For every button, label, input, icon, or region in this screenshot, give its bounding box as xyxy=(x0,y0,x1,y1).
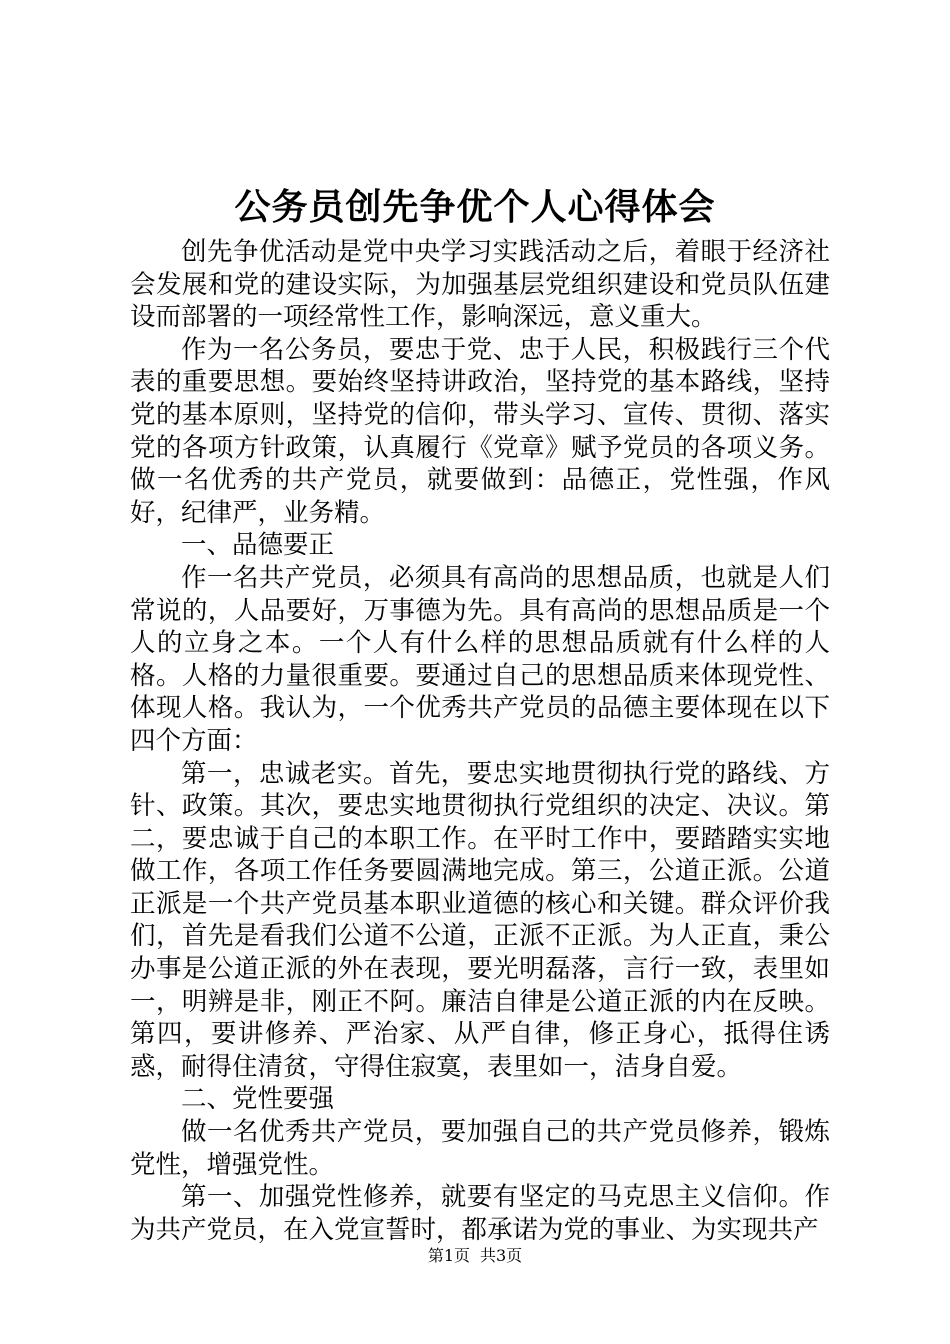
paragraph: 第一、加强党性修养，就要有坚定的马克思主义信仰。作为共产党员，在入党宣誓时，都承诺为党的事业、为实现共产 xyxy=(130,1182,830,1245)
paragraph: 创先争优活动是党中央学习实践活动之后，着眼于经济社会发展和党的建设实际，为加强基层党组织建设和党员队伍建设而部署的一项经常性工作，影响深远，意义重大。 xyxy=(130,237,830,333)
paragraph: 作一名共产党员，必须具有高尚的思想品质，也就是人们常说的，人品要好，万事德为先。具有高尚的思想品质是一个人的立身之本。一个人有什么样的思想品质就有什么样的人格。人格的力量很重要。要通过自己的思想品质来体现党性、体现人格。我认为，一个优秀共产党员的品德主要体现在以下四个方面： xyxy=(130,562,830,756)
page-number: 第1页 xyxy=(427,1246,470,1265)
paragraph: 做一名优秀共产党员，要加强自己的共产党员修养，锻炼党性，增强党性。 xyxy=(130,1117,830,1180)
page-footer xyxy=(0,1246,950,1266)
paragraph: 作为一名公务员，要忠于党、忠于人民，积极践行三个代表的重要思想。要始终坚持讲政治，坚持党的基本路线，坚持党的基本原则，坚持党的信仰，带头学习、宣传、贯彻、落实党的各项方针政策，认真履行《党章》赋予党员的各项义务。做一名优秀的共产党员，就要做到：品德正，党性强，作风好，纪律严，业务精。 xyxy=(130,334,830,528)
section-heading: 二、党性要强 xyxy=(181,1084,335,1115)
page-total: 共3页 xyxy=(480,1246,523,1265)
document-title: 公务员创先争优个人心得体会 xyxy=(234,187,716,228)
section-heading: 一、品德要正 xyxy=(181,530,335,561)
paragraph: 第一，忠诚老实。首先，要忠实地贯彻执行党的路线、方针、政策。其次，要忠实地贯彻执行党组织的决定、决议。第二，要忠诚于自己的本职工作。在平时工作中，要踏踏实实地做工作，各项工作任务要圆满地完成。第三，公道正派。公道正派是一个共产党员基本职业道德的核心和关键。群众评价我们，首先是看我们公道不公道，正派不正派。为人正直，秉公办事是公道正派的外在表现，要光明磊落，言行一致，表里如一，明辨是非，刚正不阿。廉洁自律是公道正派的内在反映。第四，要讲修养、严治家、从严自律，修正身心，抵得住诱惑，耐得住清贫，守得住寂寞，表里如一，洁身自爱。 xyxy=(130,758,830,1082)
document-body xyxy=(130,236,830,1246)
